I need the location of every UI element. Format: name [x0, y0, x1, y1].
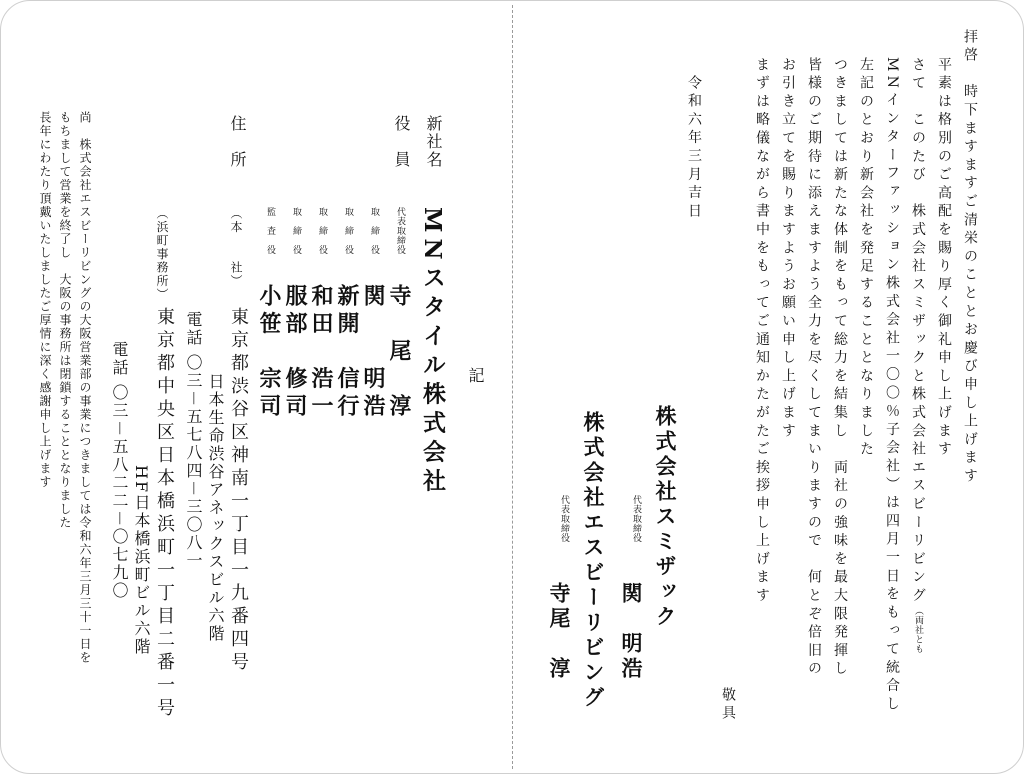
officer-3-title: 取 締 役	[343, 207, 353, 255]
officer-5-title: 取 締 役	[291, 207, 301, 255]
officer-1-title: 代表取締役	[395, 207, 405, 255]
note-line-3: 長年にわたり頂戴いたしましたご厚情に深く感謝申し上げます	[38, 111, 52, 489]
letter-line-4: MNインターファッション株式会社一〇〇％子会社）は四月一日をもって統合し	[884, 57, 900, 715]
officer-1-name: 寺 尾 淳	[386, 284, 412, 422]
branch-address: 東京都中央区日本橋浜町一丁目二番一号	[154, 307, 175, 721]
signer-1-name: 関 明浩	[619, 582, 644, 682]
letter-line-8: お引き立てを賜りますようお願い申し上げます	[780, 57, 796, 442]
branch-phone: 電話 〇三－五八二二－〇七九〇	[110, 341, 129, 601]
officer-3-name: 新開 信行	[334, 284, 360, 422]
hq-building: 日本生命渋谷アネックスビル六階	[206, 373, 225, 643]
officer-6-name: 小笹 宗司	[256, 284, 282, 422]
letter-line-6: つきましては新たな体制をもって総力を結集し 両社の強味を最大限発揮し	[832, 57, 848, 680]
signer-2-company: 株式会社エスビーリビング	[581, 411, 606, 711]
branch-building: HF日本橋浜町ビル六階	[132, 465, 151, 657]
company-name: MNスタイル株式会社	[419, 207, 446, 498]
officers-label: 役 員	[392, 115, 411, 169]
letter-line-1: 拝啓 時下ますますご清栄のこととお慶び申し上げます	[962, 29, 978, 487]
officer-6-title: 監 査 役	[265, 207, 275, 255]
signer-1-title: 代表取締役	[631, 495, 641, 543]
branch-label: （浜町事務所）	[155, 207, 169, 302]
letter-line-5: 左記のとおり新会社を発足することとなりました	[858, 57, 874, 460]
signer-2-name: 寺尾 淳	[547, 582, 572, 682]
note-line-1: 尚 株式会社エスビーリビングの大阪営業部の事業につきましては令和六年三月三十一日を	[78, 111, 92, 665]
hq-address: 東京都渋谷区神南一丁目一九番四号	[228, 307, 249, 675]
letter-line-3: さて このたび 株式会社スミザックと株式会社エスビーリビング（両社とも	[910, 57, 926, 654]
hq-label: （本 社）	[229, 207, 243, 288]
address-label: 住 所	[228, 115, 247, 169]
officer-2-title: 取 締 役	[369, 207, 379, 255]
letter-date: 令和六年三月吉日	[686, 75, 702, 222]
officer-4-title: 取 締 役	[317, 207, 327, 255]
letter-line-7: 皆様のご期待に添えますよう全力を尽くしてまいりますので 何とぞ倍旧の	[806, 57, 822, 680]
fold-line	[512, 5, 513, 769]
note-line-2: もちまして営業を終了し 大阪の事務所は閉鎖することとなりました	[58, 111, 72, 530]
letter-line-2: 平素は格別のご高配を賜り厚く御礼申し上げます	[936, 57, 952, 460]
officer-4-name: 和田 浩一	[308, 284, 334, 422]
company-label: 新社名	[424, 115, 443, 169]
letter-line-9: まずは略儀ながら書中をもってご通知かたがたご挨拶申し上げます	[754, 57, 770, 606]
signer-2-title: 代表取締役	[559, 495, 569, 543]
officer-2-name: 関 明浩	[360, 284, 386, 422]
closing-keigu: 敬具	[720, 687, 736, 724]
signer-1-company: 株式会社スミザック	[653, 405, 678, 630]
ki-mark: 記	[466, 367, 485, 385]
officer-5-name: 服部 修司	[282, 284, 308, 422]
paren-note: （両社とも	[913, 606, 923, 654]
hq-phone: 電話 〇三－五七八四－三〇八一	[184, 311, 203, 571]
